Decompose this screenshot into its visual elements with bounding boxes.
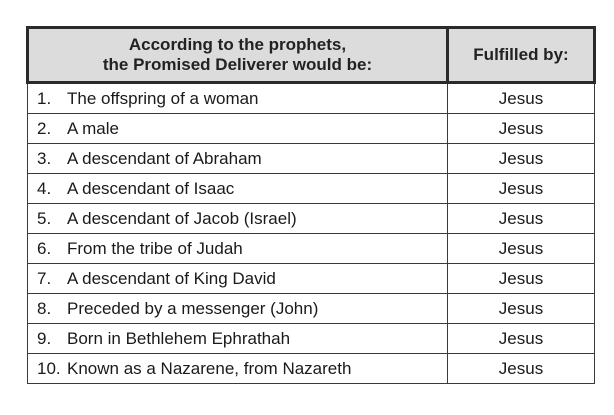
table-row bbox=[28, 354, 595, 384]
table-row bbox=[28, 174, 595, 204]
row-number: 6. bbox=[37, 238, 52, 258]
fulfilled-cell: Jesus bbox=[448, 234, 595, 264]
prophecy-text: Born in Bethlehem Ephrathah bbox=[67, 328, 291, 348]
prophecy-text: A male bbox=[67, 118, 119, 138]
prophecy-text: A descendant of Abraham bbox=[67, 148, 262, 168]
fulfilled-cell: Jesus bbox=[448, 324, 595, 354]
prophecy-cell bbox=[28, 294, 448, 324]
table-row bbox=[28, 324, 595, 354]
row-number: 7. bbox=[37, 268, 52, 288]
fulfilled-cell: Jesus bbox=[448, 204, 595, 234]
row-number: 3. bbox=[37, 148, 52, 168]
fulfilled-cell: Jesus bbox=[448, 354, 595, 384]
table-body bbox=[28, 83, 595, 384]
header-fulfilled: Fulfilled by: bbox=[448, 28, 595, 83]
row-number: 4. bbox=[37, 178, 52, 198]
prophecy-text: A descendant of King David bbox=[67, 268, 276, 288]
prophecy-text: A descendant of Jacob (Israel) bbox=[67, 208, 297, 228]
prophecy-table bbox=[26, 26, 596, 384]
table-row bbox=[28, 234, 595, 264]
prophecy-cell bbox=[28, 144, 448, 174]
prophecy-cell bbox=[28, 234, 448, 264]
row-number: 1. bbox=[37, 88, 52, 108]
prophecy-text: Preceded by a messenger (John) bbox=[67, 298, 319, 318]
header-prophecy-line1: According to the prophets, bbox=[128, 35, 347, 54]
table-row bbox=[28, 144, 595, 174]
prophecy-cell bbox=[28, 83, 448, 114]
prophecy-text: A descendant of Isaac bbox=[67, 178, 235, 198]
prophecy-text: The offspring of a woman bbox=[67, 88, 259, 108]
table-header bbox=[28, 28, 595, 83]
prophecy-cell bbox=[28, 354, 448, 384]
table-row bbox=[28, 204, 595, 234]
row-number: 10. bbox=[37, 358, 61, 378]
row-number: 5. bbox=[37, 208, 52, 228]
header-prophecy-line2: the Promised Deliverer would be: bbox=[102, 55, 373, 74]
table-row bbox=[28, 83, 595, 114]
row-number: 8. bbox=[37, 298, 52, 318]
fulfilled-cell: Jesus bbox=[448, 83, 595, 114]
prophecy-text: From the tribe of Judah bbox=[67, 238, 243, 258]
row-number: 2. bbox=[37, 118, 52, 138]
row-number: 9. bbox=[37, 328, 52, 348]
fulfilled-cell: Jesus bbox=[448, 114, 595, 144]
table-row bbox=[28, 294, 595, 324]
prophecy-cell bbox=[28, 114, 448, 144]
prophecy-cell bbox=[28, 204, 448, 234]
prophecy-text: Known as a Nazarene, from Nazareth bbox=[67, 358, 352, 378]
prophecy-cell bbox=[28, 174, 448, 204]
fulfilled-cell: Jesus bbox=[448, 144, 595, 174]
fulfilled-cell: Jesus bbox=[448, 174, 595, 204]
header-row bbox=[28, 28, 595, 83]
header-prophecy bbox=[28, 28, 448, 83]
fulfilled-cell: Jesus bbox=[448, 264, 595, 294]
fulfilled-cell: Jesus bbox=[448, 294, 595, 324]
prophecy-cell bbox=[28, 264, 448, 294]
table-row bbox=[28, 264, 595, 294]
prophecy-cell bbox=[28, 324, 448, 354]
table-row bbox=[28, 114, 595, 144]
